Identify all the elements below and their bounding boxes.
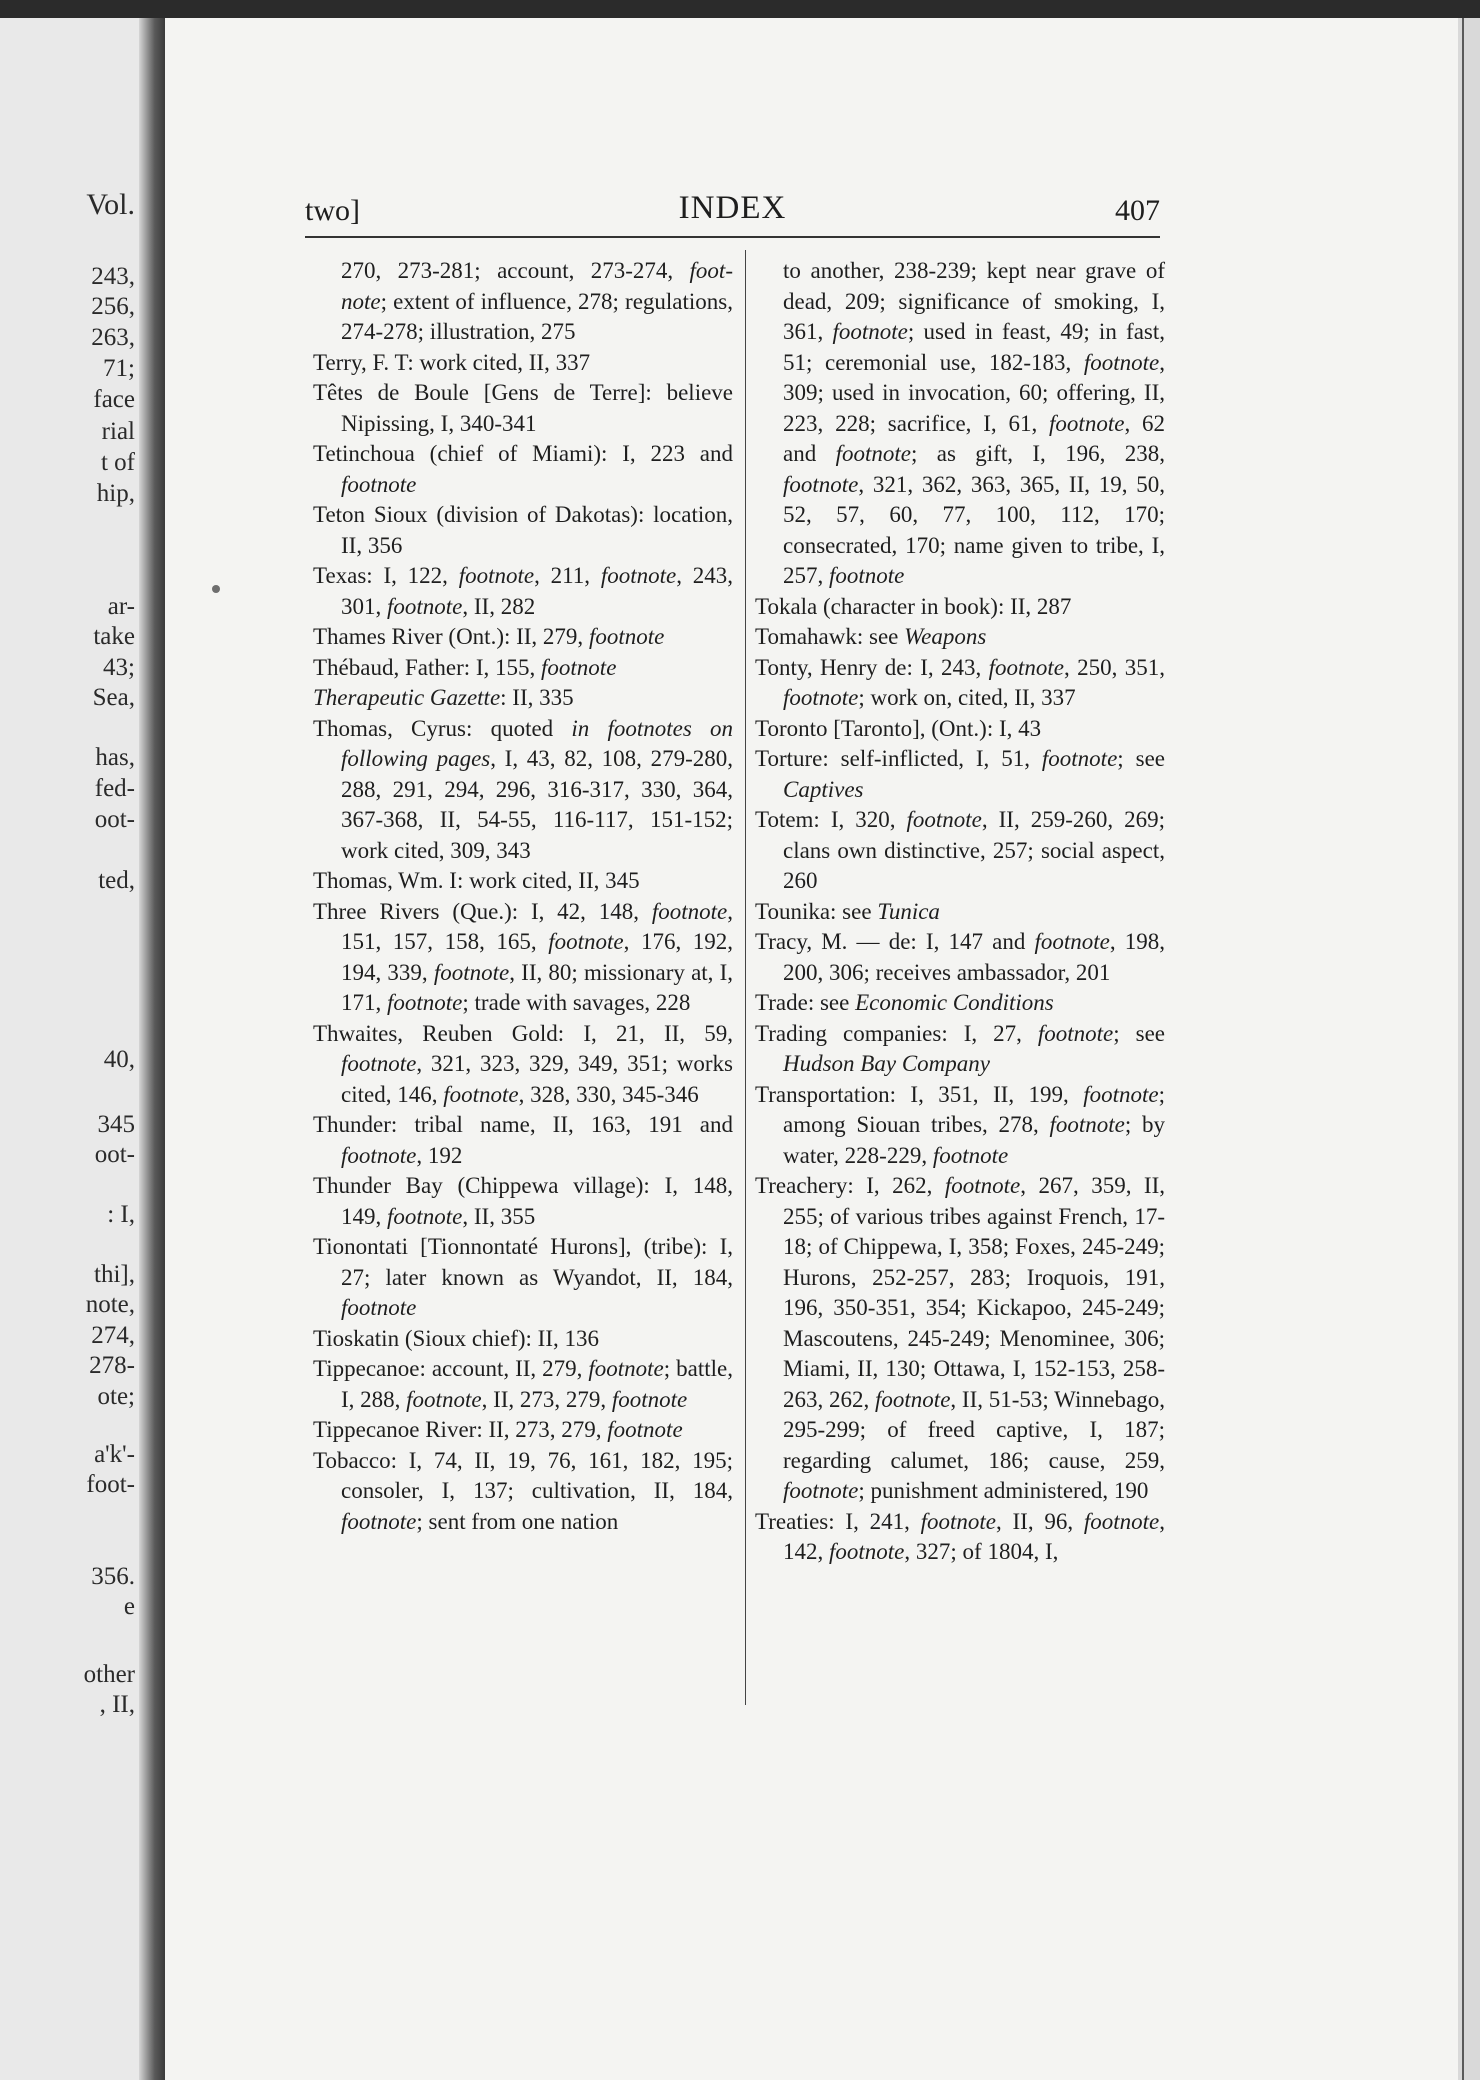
index-entry bbox=[313, 1446, 733, 1538]
index-entry-text: Tippecanoe: account, II, 279, bbox=[313, 1356, 589, 1381]
running-header bbox=[305, 190, 1160, 238]
header-title: INDEX bbox=[678, 190, 787, 226]
facing-page-fragment: foot- bbox=[86, 1471, 135, 1498]
index-entry-italic: footnote bbox=[1083, 1081, 1159, 1107]
index-entry-text: ; see bbox=[1113, 1020, 1165, 1046]
index-entry bbox=[313, 378, 733, 439]
index-entry-text: , 327; of 1804, I, bbox=[904, 1539, 1059, 1564]
index-entry-text: , II, 51-53; Winnebago, 295-299; of freed captive, I, 187; regarding calumet, 186; cause, 259, bbox=[783, 1386, 1166, 1473]
index-entry bbox=[755, 988, 1165, 1019]
page-number: 407 bbox=[1115, 194, 1160, 227]
index-entry-text: ; among Siouan tribes, 278, bbox=[783, 1081, 1165, 1137]
gutter-shadow bbox=[139, 18, 165, 2080]
index-entry bbox=[313, 1232, 733, 1324]
index-entry-text: Tioskatin (Sioux chief): II, 136 bbox=[313, 1325, 599, 1351]
index-entry-text: to another, 238-239; kept near grave of dead, 209; significance of smoking, I, 361, bbox=[783, 258, 1165, 344]
index-entry bbox=[313, 256, 733, 348]
index-entry bbox=[313, 500, 733, 561]
facing-page-fragment: ted, bbox=[98, 867, 135, 894]
index-entry bbox=[755, 744, 1165, 805]
index-entry bbox=[755, 1019, 1165, 1080]
index-entry-text: , II, 259-260, 269; clans own distinctive, 257; social aspect, 260 bbox=[783, 807, 1165, 893]
index-entry-text: , 328, 330, 345-346 bbox=[518, 1081, 699, 1107]
index-entry bbox=[755, 256, 1165, 592]
index-entry-text: Transportation: I, 351, II, 199, bbox=[755, 1081, 1084, 1107]
facing-page-fragment: fed- bbox=[94, 775, 135, 802]
index-entry-text: , 198, 200, 306; receives ambassador, 201 bbox=[783, 929, 1165, 985]
index-entry-text: , II, 355 bbox=[462, 1203, 536, 1229]
index-entry-text: : II, 335 bbox=[500, 685, 574, 710]
index-entry-italic: footnote bbox=[541, 654, 617, 680]
index-entry-text: , II, 282 bbox=[462, 593, 536, 619]
index-entry-italic: footnote bbox=[341, 1295, 417, 1320]
index-entry-text: Trade: see bbox=[755, 990, 856, 1015]
index-entry-text: , 321, 362, 363, 365, II, 19, 50, 52, 57, 60, 77, 100, 112, 170; consecrated, 170; name given to tribe, I, 257, bbox=[783, 471, 1165, 588]
facing-page-fragment: 356. bbox=[91, 1563, 135, 1590]
facing-page-fragment: oot- bbox=[94, 806, 135, 833]
index-entry-text: Totem: I, 320, bbox=[755, 807, 907, 832]
index-entry-italic: footnote bbox=[341, 1051, 417, 1076]
index-entry-text: , 211, bbox=[534, 563, 601, 588]
facing-page-fragment: 278- bbox=[89, 1352, 135, 1379]
index-entry-text: Treachery: I, 262, bbox=[755, 1173, 945, 1198]
index-entry-text: ; trade with savages, 228 bbox=[462, 990, 691, 1015]
index-entry-text: Thames River (Ont.): II, 279, bbox=[313, 624, 589, 649]
index-entry-italic: footnote bbox=[387, 990, 463, 1015]
index-entry-text: ; punishment administered, 190 bbox=[858, 1478, 1149, 1503]
facing-page-fragment: face bbox=[93, 386, 135, 413]
index-entry-italic: footnote bbox=[1083, 349, 1160, 375]
index-entry-text: Tonty, Henry de: I, 243, bbox=[755, 654, 989, 680]
index-entry-text: , II, 80; missionary at, I, 171, bbox=[341, 959, 733, 1015]
index-entry-italic: Weapons bbox=[904, 624, 987, 649]
index-entry-text: Thwaites, Reuben Gold: I, 21, II, 59, bbox=[313, 1020, 733, 1046]
index-entry-italic: footnote bbox=[920, 1508, 996, 1534]
index-entry-text: , 151, 157, 158, 165, bbox=[341, 898, 733, 954]
index-entry-text: , 142, bbox=[783, 1508, 1165, 1564]
index-entry bbox=[755, 1507, 1165, 1568]
index-entry-italic: Therapeutic Gazette bbox=[313, 685, 501, 710]
facing-page-fragment: note, bbox=[85, 1291, 135, 1318]
index-entry-text: , 243, 301, bbox=[341, 563, 733, 619]
index-entry-italic: footnote bbox=[988, 654, 1065, 680]
index-entry bbox=[755, 927, 1165, 988]
index-entry-text: , I, 43, 82, 108, 279-280, 288, 291, 294, 296, 316-317, 330, 364, 367-368, II, 54-55, 116-117, 151-152; work cited, 309, 343 bbox=[341, 746, 733, 863]
index-entry bbox=[313, 1019, 733, 1111]
index-entry-italic: footnote bbox=[387, 593, 463, 619]
facing-page-fragment: ar- bbox=[107, 593, 135, 620]
facing-page-fragment: rial bbox=[101, 418, 135, 445]
index-entry-text: 270, 273-281; account, 273-274, bbox=[341, 258, 690, 283]
index-entry bbox=[313, 439, 733, 500]
index-entry-italic: footnote bbox=[932, 1142, 1009, 1168]
index-entry-text: Treaties: I, 241, bbox=[755, 1508, 921, 1534]
index-entry-italic: footnote bbox=[607, 1417, 683, 1442]
index-entry-italic: footnote bbox=[406, 1386, 482, 1412]
index-entry bbox=[313, 683, 733, 714]
index-entry-text: , 192 bbox=[416, 1142, 463, 1168]
facing-page-fragment: Sea, bbox=[92, 684, 135, 711]
facing-page-fragment: Vol. bbox=[86, 188, 135, 221]
index-entry-italic: footnote bbox=[341, 1142, 417, 1168]
index-column-right bbox=[755, 256, 1165, 1568]
index-entry bbox=[755, 592, 1165, 623]
index-entry-italic: Captives bbox=[783, 776, 864, 802]
column-divider bbox=[745, 250, 746, 1705]
index-entry-italic: footnote bbox=[341, 1508, 417, 1534]
index-entry-italic: footnote bbox=[832, 319, 908, 344]
page-speck bbox=[212, 585, 220, 593]
index-entry-text: , 250, 351, bbox=[1064, 654, 1166, 680]
index-entry-italic: footnote bbox=[443, 1081, 519, 1107]
index-entry-italic: footnote bbox=[906, 807, 982, 832]
facing-page-fragment: oot- bbox=[94, 1141, 135, 1168]
facing-page-fragment: take bbox=[93, 623, 135, 650]
facing-page-fragment: 43; bbox=[103, 654, 135, 681]
index-entry-italic: footnote bbox=[835, 441, 911, 466]
facing-page-edge bbox=[0, 18, 165, 2080]
index-entry bbox=[755, 622, 1165, 653]
index-entry-italic: footnote bbox=[944, 1173, 1021, 1198]
index-entry-text: Trading companies: I, 27, bbox=[755, 1020, 1038, 1046]
index-entry-italic: footnote bbox=[1049, 410, 1125, 436]
facing-page-fragment: has, bbox=[95, 744, 135, 771]
facing-page-fragment: 274, bbox=[91, 1322, 135, 1349]
index-entry bbox=[755, 1171, 1165, 1507]
index-entry-italic: footnote bbox=[1034, 929, 1110, 954]
facing-page-fragment: 71; bbox=[103, 355, 135, 382]
index-entry-text: Terry, F. T: work cited, II, 337 bbox=[313, 349, 591, 375]
facing-page-fragment: 243, bbox=[91, 263, 135, 290]
index-entry bbox=[313, 1324, 733, 1355]
index-entry-italic: footnote bbox=[600, 563, 677, 588]
index-entry-text: Tobacco: I, 74, II, 19, 76, 161, 182, 195; consoler, I, 137; cultivation, II, 184, bbox=[313, 1447, 733, 1503]
index-entry bbox=[313, 1354, 733, 1415]
facing-page-fragment: 256, bbox=[91, 293, 135, 320]
index-entry-text: Tounika: see bbox=[755, 898, 878, 924]
facing-page-fragment: thi], bbox=[94, 1261, 135, 1288]
index-entry-text: ; see bbox=[1117, 746, 1165, 771]
index-entry-text: ; work on, cited, II, 337 bbox=[858, 685, 1076, 710]
index-entry-italic: footnote bbox=[783, 1478, 859, 1503]
index-entry-italic: footnote bbox=[1083, 1508, 1160, 1534]
facing-page-fragment: , II, bbox=[99, 1691, 135, 1718]
index-entry-text: ; as gift, I, 196, 238, bbox=[910, 441, 1165, 466]
index-entry-text: ; battle, I, 288, bbox=[341, 1356, 733, 1412]
index-entry-italic: foot-note bbox=[341, 258, 733, 314]
index-entry bbox=[755, 805, 1165, 897]
index-entry bbox=[313, 653, 733, 684]
index-entry-italic: footnote bbox=[611, 1386, 688, 1412]
index-entry-text: , 176, 192, 194, 339, bbox=[341, 929, 734, 985]
facing-page-fragment: hip, bbox=[96, 480, 135, 507]
index-entry bbox=[313, 348, 733, 379]
index-entry-text: Thomas, Cyrus: quoted bbox=[313, 715, 572, 741]
index-entry bbox=[755, 714, 1165, 745]
index-entry-text: ; by water, 228-229, bbox=[783, 1112, 1166, 1168]
index-entry bbox=[755, 897, 1165, 928]
index-entry-italic: footnote bbox=[1037, 1020, 1114, 1046]
facing-page-fragment: a'k'- bbox=[94, 1441, 135, 1468]
index-entry-text: Three Rivers (Que.): I, 42, 148, bbox=[313, 898, 652, 924]
index-entry-italic: footnote bbox=[387, 1203, 463, 1229]
index-entry-text: , 321, 323, 329, 349, 351; works cited, 146, bbox=[341, 1051, 733, 1107]
index-entry-text: Tionontati [Tionnontaté Hurons], (tribe): I, 27; later known as Wyandot, II, 184, bbox=[313, 1234, 733, 1290]
index-entry-italic: footnote bbox=[588, 624, 665, 649]
index-entry-italic: footnote bbox=[1041, 746, 1118, 771]
facing-page-fragment: : I, bbox=[107, 1201, 135, 1228]
index-entry-text: ; used in feast, 49; in fast, 51; ceremonial use, 182-183, bbox=[783, 319, 1165, 375]
index-entry-italic: footnote bbox=[783, 685, 859, 710]
index-entry-italic: footnote bbox=[458, 563, 535, 588]
index-entry-italic: footnote bbox=[548, 929, 624, 954]
index-entry-italic: footnote bbox=[875, 1386, 951, 1412]
index-entry-text: , 62 and bbox=[783, 410, 1166, 466]
index-column-left bbox=[313, 256, 733, 1537]
index-entry-italic: footnote bbox=[341, 471, 417, 497]
index-entry-italic: footnote bbox=[588, 1356, 664, 1381]
index-entry-text: Tokala (character in book): II, 287 bbox=[755, 593, 1072, 619]
index-entry-italic: footnote bbox=[1049, 1112, 1125, 1137]
facing-page-fragment: 345 bbox=[97, 1111, 135, 1138]
index-entry-text: Têtes de Boule [Gens de Terre]: believe Nipissing, I, 340-341 bbox=[313, 380, 733, 436]
index-entry bbox=[313, 866, 733, 897]
facing-page-fragment: 40, bbox=[103, 1046, 135, 1073]
facing-page-fragment: other bbox=[83, 1661, 135, 1688]
index-entry bbox=[755, 653, 1165, 714]
facing-page-fragment: e bbox=[123, 1593, 135, 1620]
index-entry bbox=[313, 714, 733, 867]
index-entry-text: , II, 96, bbox=[996, 1508, 1084, 1534]
index-entry bbox=[755, 1080, 1165, 1172]
index-entry-text: Thomas, Wm. I: work cited, II, 345 bbox=[313, 868, 640, 893]
index-entry bbox=[313, 1415, 733, 1446]
index-entry-text: Tracy, M. — de: I, 147 and bbox=[755, 929, 1035, 954]
index-entry-italic: footnote bbox=[829, 563, 905, 588]
index-entry bbox=[313, 561, 733, 622]
facing-page-fragment: 263, bbox=[91, 324, 135, 351]
index-entry-text: ; extent of influence, 278; regulations, 274-278; illustration, 275 bbox=[341, 288, 733, 344]
index-entry-text: Thébaud, Father: I, 155, bbox=[313, 654, 542, 680]
index-entry-text: Thunder: tribal name, II, 163, 191 and bbox=[313, 1112, 733, 1137]
index-entry bbox=[313, 1110, 733, 1171]
index-entry-italic: footnote bbox=[783, 471, 859, 497]
index-entry-italic: Tunica bbox=[877, 898, 940, 924]
index-entry-text: , 309; used in invocation, 60; offering, II, 223, 228; sacrifice, I, 61, bbox=[783, 349, 1165, 436]
index-entry-text: Torture: self-inflicted, I, 51, bbox=[755, 746, 1042, 771]
index-entry-text: , 267, 359, II, 255; of various tribes against French, 17-18; of Chippewa, I, 358; Foxes, 245-249; Hurons, 252-257, 283; Iroquois, 191, 196, 350-351, 354; Kickapoo, 245-249; Mascoutens, 245-249; Menominee, 306; Miami, II, 130; Ottawa, I, 152-153, 258-263, 262, bbox=[783, 1173, 1165, 1412]
index-entry-text: , II, 273, 279, bbox=[481, 1386, 612, 1412]
index-entry-text: Teton Sioux (division of Dakotas): location, II, 356 bbox=[313, 502, 733, 558]
index-entry-italic: Economic Conditions bbox=[855, 990, 1054, 1015]
index-entry-italic: footnote bbox=[651, 898, 728, 924]
facing-page-fragment: ote; bbox=[97, 1383, 135, 1410]
index-entry-text: Thunder Bay (Chippewa village): I, 148, 149, bbox=[313, 1173, 733, 1229]
header-left: two] bbox=[305, 194, 360, 227]
page-right-edge bbox=[1458, 18, 1480, 2080]
index-entry-text: Tetinchoua (chief of Miami): I, 223 and bbox=[313, 441, 733, 466]
index-entry-text: Tippecanoe River: II, 273, 279, bbox=[313, 1417, 608, 1442]
index-entry-text: Toronto [Taronto], (Ont.): I, 43 bbox=[755, 715, 1042, 741]
index-entry bbox=[313, 1171, 733, 1232]
index-entry bbox=[313, 897, 733, 1019]
index-entry-text: Texas: I, 122, bbox=[313, 563, 459, 588]
index-entry-italic: footnote bbox=[829, 1539, 905, 1564]
index-entry bbox=[313, 622, 733, 653]
index-entry-italic: footnote bbox=[433, 959, 510, 985]
index-entry-text: Tomahawk: see bbox=[755, 624, 905, 649]
index-entry-text: ; sent from one nation bbox=[416, 1508, 619, 1534]
facing-page-fragment: t of bbox=[100, 449, 135, 476]
index-entry-italic: Hudson Bay Company bbox=[783, 1051, 990, 1076]
index-entry-italic: in footnotes on following pages bbox=[341, 715, 733, 771]
